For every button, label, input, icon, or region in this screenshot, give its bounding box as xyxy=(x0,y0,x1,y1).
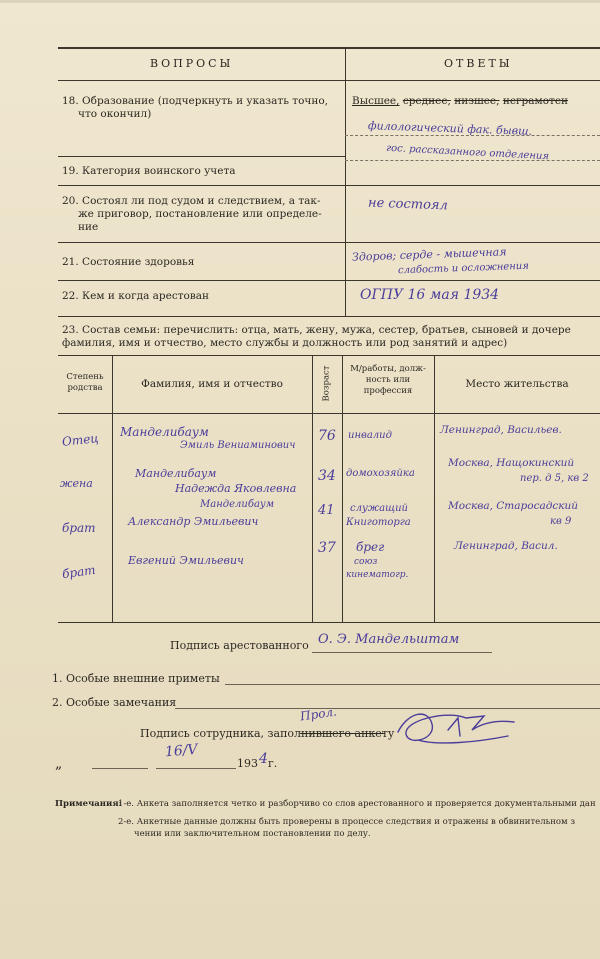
member-name-line1: Манделибаум xyxy=(120,425,209,439)
row18-divider xyxy=(58,156,345,157)
col-divider-4 xyxy=(434,355,435,622)
q22: 22. Кем и когда арестован xyxy=(62,290,210,302)
member-residence-line1: Ленинград, Васильев. xyxy=(440,424,562,436)
officer-signature-scribble xyxy=(388,702,528,750)
date-quote: „ xyxy=(55,756,63,772)
answers-header: ОТВЕТЫ xyxy=(444,57,513,70)
q18-line2: что окончил) xyxy=(78,108,152,120)
q21: 21. Состояние здоровья xyxy=(62,256,195,268)
q18-line1: 18. Образование (подчеркнуть и указать точно, xyxy=(62,95,329,107)
member-work-line1: служащий xyxy=(350,503,408,514)
col-divider-1 xyxy=(112,355,113,622)
member-age: 37 xyxy=(318,540,336,556)
questions-header: ВОПРОСЫ xyxy=(150,57,234,70)
answer-guide-2 xyxy=(345,160,600,161)
member-name-line2: Надежда Яковлевна xyxy=(175,482,297,495)
member-name-line1: Манделибаум xyxy=(200,499,275,510)
date-line-2 xyxy=(156,768,236,769)
q20-line2: же приговор, постановление или определе- xyxy=(78,208,322,220)
member-relation: брат xyxy=(61,562,97,582)
signature-arrested-value: О. Э. Мандельштам xyxy=(318,632,460,647)
col-age-header: Возраст xyxy=(321,365,332,402)
member-name-line1: Манделибаум xyxy=(135,467,217,480)
column-divider xyxy=(345,47,346,316)
date-year-prefix: 193 xyxy=(237,757,258,770)
col-relation-header: Степень родства xyxy=(66,372,104,393)
member-residence-line1: Москва, Старосадский xyxy=(448,500,579,512)
member-name-line2: Эмиль Вениаминович xyxy=(180,440,296,451)
row20-divider xyxy=(58,242,600,243)
q21-answer-line2: слабость и осложнения xyxy=(397,260,530,277)
signature-arrested-line xyxy=(312,652,492,653)
option-higher: Высшее, xyxy=(352,95,400,107)
q23-line1: 23. Состав семьи: перечислить: отца, мать, жену, мужа, сестер, братьев, сыновей и дочере xyxy=(62,324,571,336)
member-relation: Отец xyxy=(61,431,100,449)
q20-answer: не состоял xyxy=(367,195,449,214)
q23-line2: фамилия, имя и отчество, место службы и должность или род занятий и адрес) xyxy=(62,337,508,349)
member-work-line2: Книготорга xyxy=(346,517,411,528)
q21-answer-line1: Здоров; серде - мышечная xyxy=(351,245,507,264)
header-divider xyxy=(58,80,600,81)
note-1: 1-е. Анкета заполняется четко и разборчиво со слов арестованного и проверяется документальными дан xyxy=(118,799,596,809)
option-middle: среднее, xyxy=(402,95,451,107)
marks-label-2: 2. Особые замечания xyxy=(52,696,177,709)
member-residence-line2: пер. д 5, кв 2 xyxy=(520,473,589,484)
row22-divider xyxy=(58,316,600,317)
marks-label-1: 1. Особые внешние приметы xyxy=(52,672,220,685)
member-work-line2: союз xyxy=(354,557,378,567)
date-suffix: г. xyxy=(268,757,278,770)
q22-answer: ОГПУ 16 мая 1934 xyxy=(360,287,500,303)
member-relation: брат xyxy=(62,521,96,535)
q18-answer-line3: гос. рассказанного отделения xyxy=(385,142,550,163)
officer-strike xyxy=(300,733,385,734)
member-work: инвалид xyxy=(348,430,392,441)
note-2a: 2-е. Анкетные данные должны быть проверены в процессе следствия и отражены в обвинительном з xyxy=(118,817,575,827)
member-residence-line1: Москва, Нащокинский xyxy=(448,457,575,469)
date-line-1 xyxy=(92,768,148,769)
date-day-month: 16/V xyxy=(164,741,199,761)
date-year-digit: 4 xyxy=(259,751,268,767)
member-work-line1: брег xyxy=(356,540,385,554)
member-relation: жена xyxy=(60,477,93,490)
option-illiterate: неграмотен xyxy=(502,95,569,107)
officer-handwritten: Прол. xyxy=(299,704,338,724)
family-table-bottom xyxy=(58,622,600,623)
top-border xyxy=(58,47,600,49)
q20-line1: 20. Состоял ли под судом и следствием, а так- xyxy=(62,195,321,207)
marks-line-1 xyxy=(225,684,600,685)
q19: 19. Категория воинского учета xyxy=(62,165,236,177)
member-age: 76 xyxy=(318,428,336,444)
row21-divider xyxy=(58,280,600,281)
note-2b: чении или заключительном постановлении по делу. xyxy=(134,829,371,839)
row19-divider xyxy=(58,185,600,186)
q18-options xyxy=(352,95,568,108)
col-divider-2 xyxy=(312,355,313,622)
page-edge xyxy=(0,0,600,3)
member-name-line1: Евгений Эмильевич xyxy=(128,554,244,567)
col-name-header: Фамилия, имя и отчество xyxy=(141,378,283,390)
q18-answer-line2: филологический фак. бывш. xyxy=(367,119,533,138)
member-residence-line1: Ленинград, Васил. xyxy=(454,540,558,552)
family-header-bottom xyxy=(58,413,600,414)
member-work-line3: кинематогр. xyxy=(346,570,409,580)
signature-arrested-label: Подпись арестованного xyxy=(170,639,309,652)
col-residence-header: Место жительства xyxy=(465,378,569,390)
answer-guide-1 xyxy=(345,135,600,136)
member-residence-line2: кв 9 xyxy=(550,516,572,527)
option-lower: низшее, xyxy=(454,95,500,107)
col-work-header: М/работы, долж- ность или профессия xyxy=(350,364,426,396)
q20-line3: ние xyxy=(78,221,99,233)
member-name-line2: Александр Эмильевич xyxy=(128,515,259,528)
signature-officer-label: Подпись сотрудника, заполнившего анкету xyxy=(140,727,395,740)
notes-title: Примечания: xyxy=(55,799,122,809)
member-age: 34 xyxy=(318,468,336,484)
member-work: домохозяйка xyxy=(346,468,415,479)
member-age: 41 xyxy=(318,503,335,518)
